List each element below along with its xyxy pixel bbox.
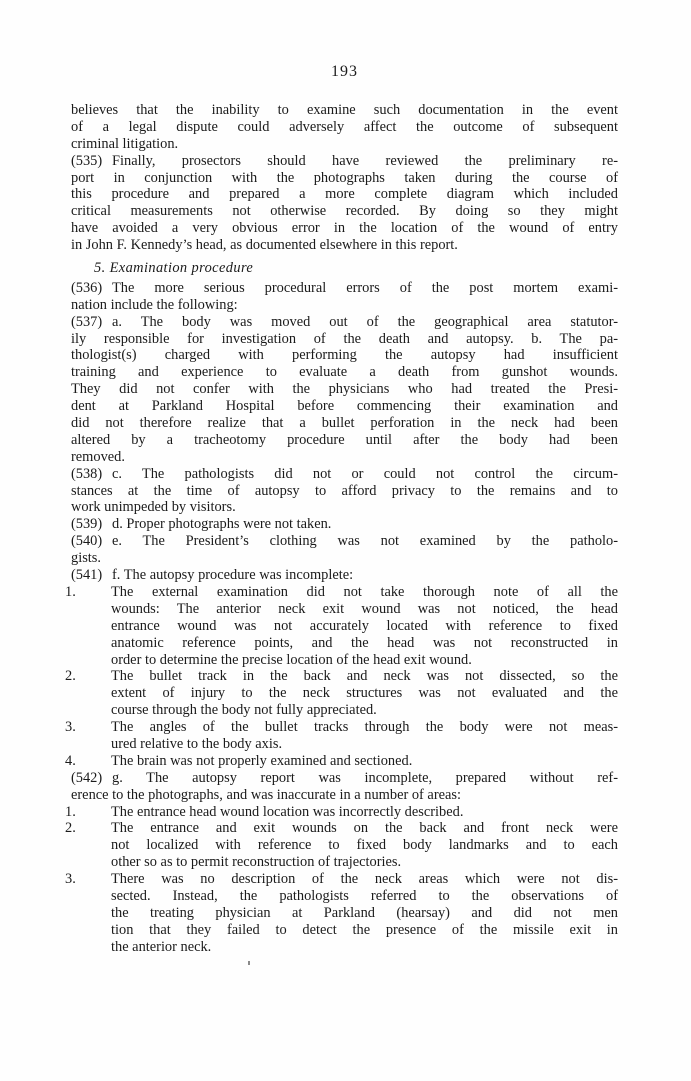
text-line — [71, 770, 618, 787]
text-line: removed. — [71, 448, 125, 465]
paragraph-number: (538) — [71, 465, 103, 482]
list-marker: 4. — [65, 752, 76, 769]
text-line — [71, 153, 618, 170]
text-line — [65, 583, 618, 601]
text-line — [71, 466, 618, 483]
line-text: The bullet track in the back and neck was not dissected, so the — [111, 668, 618, 685]
list-item — [65, 583, 618, 668]
line-text: c. The pathologists did not or could not control the circum- — [112, 465, 618, 482]
text-line — [65, 668, 618, 685]
text-line: of a legal dispute could adversely affect the outcome of subsequent — [71, 118, 618, 135]
line-text: The brain was not properly examined and sectioned. — [111, 752, 413, 769]
paragraph-number: (537) — [71, 313, 103, 330]
list-marker: 2. — [65, 668, 76, 685]
paragraph — [71, 102, 618, 153]
list-item — [65, 752, 618, 770]
list-marker: 1. — [65, 803, 76, 820]
line-text: g. The autopsy report was incomplete, prepared without ref- — [112, 769, 618, 786]
paragraph-number: (535) — [71, 152, 103, 169]
list-marker: 3. — [65, 871, 76, 888]
list-item — [65, 803, 618, 821]
text-line: stances at the time of autopsy to afford privacy to the remains and to — [71, 482, 618, 499]
text-line — [65, 719, 618, 736]
line-text: The entrance head wound location was incorrectly described. — [111, 803, 464, 820]
text-line — [65, 752, 618, 770]
list-marker: 1. — [65, 583, 76, 600]
line-text: The entrance and exit wounds on the back and front neck were — [111, 820, 618, 837]
text-line: 5. Examination procedure — [94, 260, 254, 277]
list-item — [65, 871, 618, 955]
text-line: dent at Parkland Hospital before commencing their examination and — [71, 398, 618, 415]
paragraph-number: (540) — [71, 533, 103, 550]
line-text: d. Proper photographs were not taken. — [112, 516, 332, 533]
text-line — [65, 871, 618, 888]
line-text: There was no description of the neck areas which were not dis- — [111, 871, 618, 888]
paragraph-number: (542) — [71, 769, 103, 786]
text-line: the treating physician at Parkland (hearsay) and did not men — [111, 904, 618, 921]
text-line: training and experience to evaluate a death from gunshot wounds. — [71, 364, 618, 381]
text-line: other so as to permit reconstruction of trajectories. — [111, 854, 402, 871]
text-line: port in conjunction with the photographs taken during the course of — [71, 169, 618, 186]
text-line: extent of injury to the neck structures was not evaluated and the — [111, 685, 618, 702]
text-line: work unimpeded by visitors. — [71, 499, 236, 516]
list-item — [65, 820, 618, 871]
text-line — [71, 516, 618, 533]
list-item — [65, 668, 618, 719]
paragraph — [71, 153, 618, 254]
text-line: have avoided a very obvious error in the location of the wound of entry — [71, 220, 618, 237]
paragraph — [71, 280, 618, 314]
line-text: Finally, prosectors should have reviewed the preliminary re- — [112, 152, 618, 169]
line-text: The external examination did not take thorough note of all the — [111, 583, 618, 600]
paragraph — [71, 567, 618, 584]
text-line: believes that the inability to examine such documentation in the event — [71, 102, 618, 118]
line-text: e. The President’s clothing was not examined by the patholo- — [112, 533, 618, 550]
text-line: this procedure and prepared a more complete diagram which included — [71, 186, 618, 203]
text-line: order to determine the precise location of the head exit wound. — [111, 651, 472, 668]
text-line: gists. — [71, 550, 101, 567]
text-line — [65, 820, 618, 837]
text-line — [71, 567, 618, 584]
text-line: anatomic reference points, and the head was not reconstructed in — [111, 634, 618, 651]
text-line — [71, 533, 618, 550]
page-body-text — [65, 102, 618, 956]
list-marker: 3. — [65, 719, 76, 736]
paragraph — [71, 533, 618, 567]
text-line: in John F. Kennedy’s head, as documented elsewhere in this report. — [71, 237, 458, 254]
line-text: a. The body was moved out of the geographical area statutor- — [112, 313, 618, 330]
text-line: altered by a tracheotomy procedure until after the body had been — [71, 431, 618, 448]
text-line: entrance wound was not accurately located with reference to fixed — [111, 617, 618, 634]
text-line — [71, 314, 618, 331]
scan-speck-artifact — [248, 961, 250, 965]
text-line: critical measurements not otherwise recorded. By doing so they might — [71, 203, 618, 220]
text-line: did not therefore realize that a bullet perforation in the neck had been — [71, 415, 618, 432]
text-line: erence to the photographs, and was inaccurate in a number of areas: — [71, 786, 461, 803]
text-line: ured relative to the body axis. — [111, 735, 283, 752]
paragraph — [71, 770, 618, 804]
text-line: course through the body not fully appreciated. — [111, 702, 377, 719]
list-item — [65, 719, 618, 753]
line-text: The angles of the bullet tracks through the body were not meas- — [111, 719, 618, 736]
paragraph — [71, 516, 618, 533]
text-line: not localized with reference to fixed body landmarks and to each — [111, 837, 618, 854]
text-line: nation include the following: — [71, 296, 238, 313]
line-text: The more serious procedural errors of the post mortem exami- — [112, 279, 618, 296]
text-line: ily responsible for investigation of the death and autopsy. b. The pa- — [71, 330, 618, 347]
paragraph — [71, 466, 618, 517]
text-line: wounds: The anterior neck exit wound was not noticed, the head — [111, 600, 618, 617]
paragraph-number: (541) — [71, 567, 103, 584]
page-number: 193 — [331, 63, 358, 80]
text-line: sected. Instead, the pathologists referred to the observations of — [111, 887, 618, 904]
paragraph — [71, 314, 618, 466]
paragraph-number: (539) — [71, 516, 103, 533]
line-text: f. The autopsy procedure was incomplete: — [112, 567, 354, 584]
section-heading — [94, 260, 618, 277]
paragraph-number: (536) — [71, 279, 103, 296]
text-line: tion that they failed to detect the presence of the missile exit in — [111, 921, 618, 938]
text-line: criminal litigation. — [71, 135, 179, 152]
text-line: thologist(s) charged with performing the autopsy had insufficient — [71, 347, 618, 364]
text-line: They did not confer with the physicians who had treated the Presi- — [71, 381, 618, 398]
text-line — [65, 803, 618, 821]
text-line — [71, 280, 618, 297]
text-line: the anterior neck. — [111, 938, 212, 955]
list-marker: 2. — [65, 820, 76, 837]
